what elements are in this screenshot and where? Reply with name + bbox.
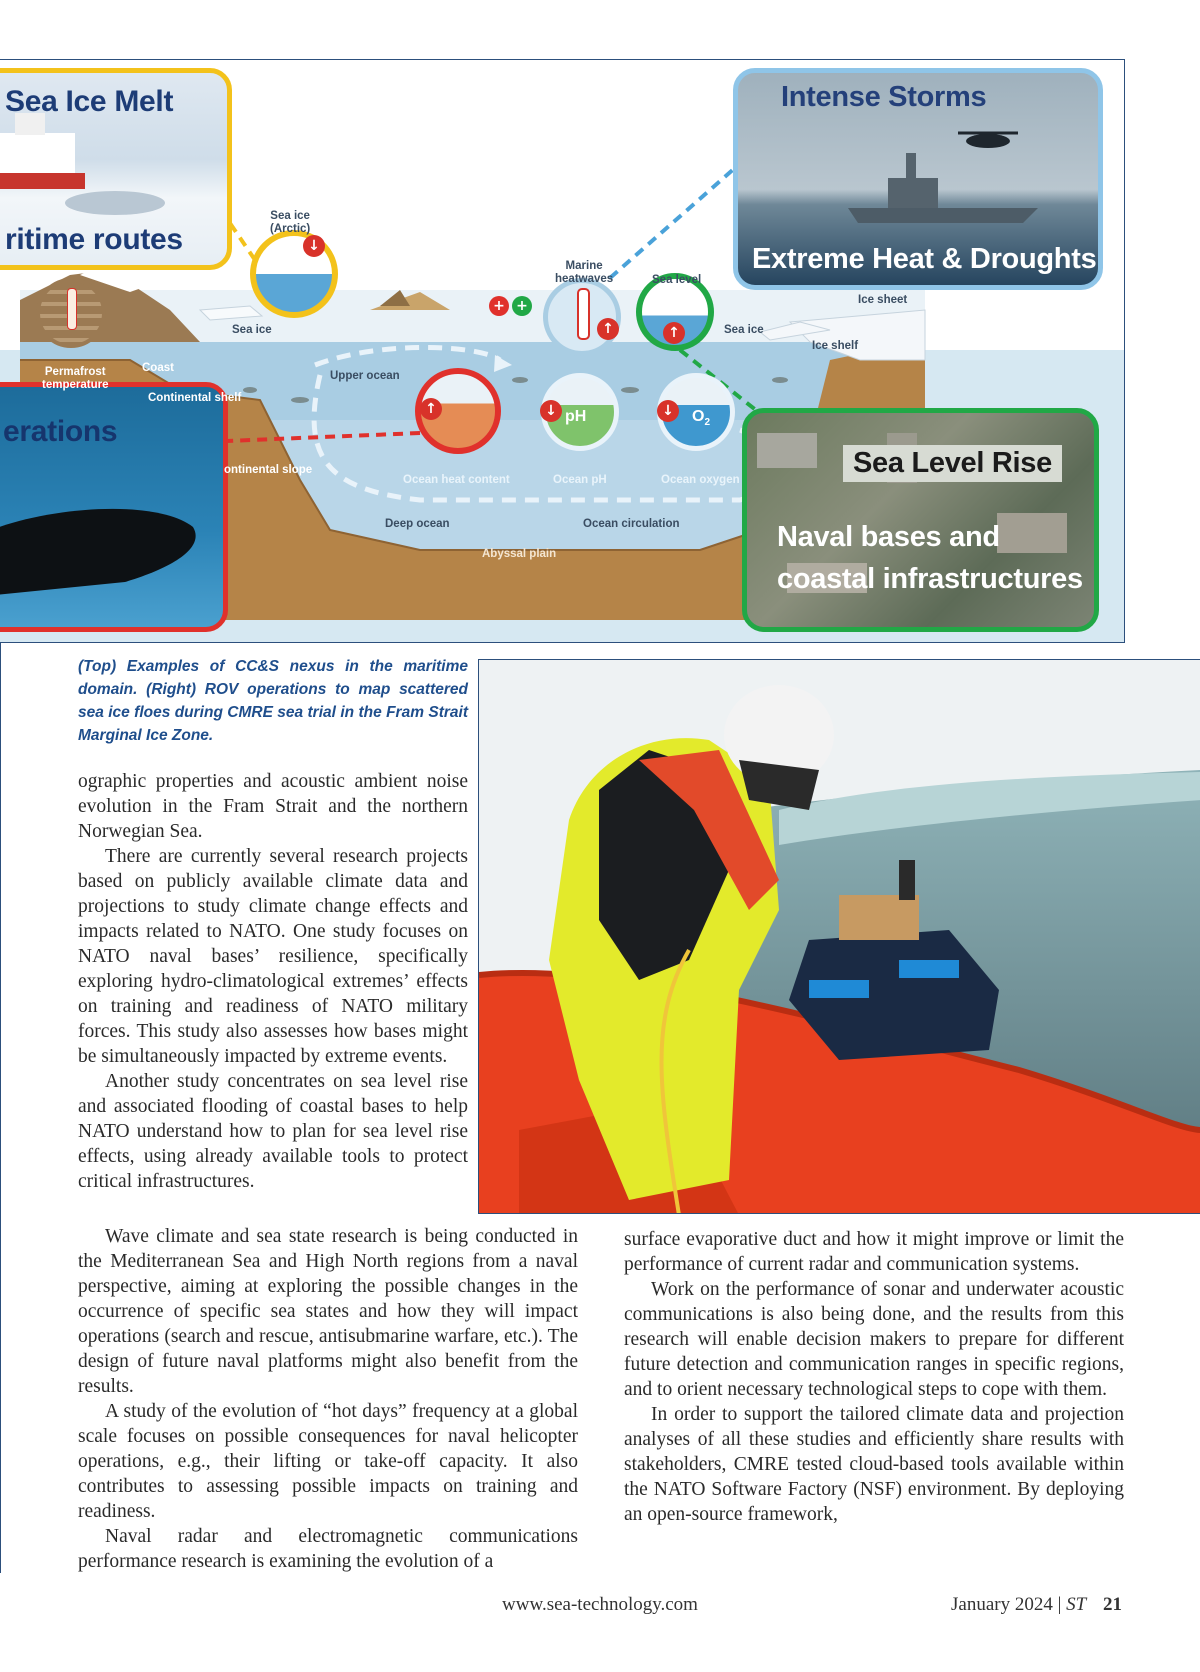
label-ocean-ph: Ocean pH <box>553 474 607 486</box>
arrow-down-icon: ↓ <box>303 235 325 257</box>
plus-badge-green: + <box>512 296 532 316</box>
label-ocean-circulation: Ocean circulation <box>583 518 680 530</box>
paragraph: surface evaporative duct and how it might improve or limit the performance of current radar and communication systems. <box>624 1229 1124 1275</box>
label-upper-ocean: Upper ocean <box>330 370 400 382</box>
arrow-down-icon: ↓ <box>657 400 679 422</box>
paragraph: ographic properties and acoustic ambient noise evolution in the Fram Strait and the northern Norwegian Sea. <box>78 771 468 842</box>
rov-operations-photo <box>478 659 1200 1214</box>
arrow-up-icon: ↑ <box>663 322 685 344</box>
o2-symbol: $O_2$ <box>692 408 711 429</box>
arrow-down-icon: ↓ <box>540 400 562 422</box>
label-continental-shelf: Continental shelf <box>148 392 242 404</box>
thermometer-icon <box>67 288 77 330</box>
ph-symbol: pH <box>565 408 587 425</box>
panel-subtitle-naval-bases: Naval bases and <box>777 521 1000 553</box>
label-sea-ice-left: Sea ice <box>232 324 272 336</box>
paragraph: Work on the performance of sonar and underwater acoustic communications is also being done, and the results from this research will enable decision makers to prepare for different future detection and communication ranges in specific regions, and to orient necessary technological steps to cope with them. <box>624 1279 1124 1400</box>
footer-website: www.sea-technology.com <box>502 1594 698 1615</box>
label-ice-sheet: Ice sheet <box>858 294 908 306</box>
panel-subtitle-extreme-heat: Extreme Heat & Droughts <box>752 243 1097 275</box>
figure-caption: (Top) Examples of CC&S nexus in the maritime domain. (Right) ROV operations to map scattered sea ice floes during CMRE sea trial in the Fram Strait Marginal Ice Zone. <box>78 658 468 744</box>
label-ocean-oxygen: Ocean oxygen <box>661 474 740 486</box>
paragraph: Naval radar and electromagnetic communications performance research is examining the evolution of a <box>78 1526 578 1572</box>
paragraph: Wave climate and sea state research is being conducted in the Mediterranean Sea and High North regions from a naval perspective, aiming at exploring the possible changes in the occurrence of specific sea states and how they will impact operations (search and rescue, antisubmarine warfare, etc.). The design of future naval platforms might also benefit from the results. <box>78 1226 578 1397</box>
body-column-left-upper <box>78 769 468 1194</box>
arrow-up-icon: ↑ <box>420 398 442 420</box>
label-ocean-heat-content: Ocean heat content <box>403 474 510 486</box>
paragraph: A study of the evolution of “hot days” frequency at a global scale focuses on possible consequences for naval helicopter operations, e.g., their lifting or take-off capacity. It also contributes to assessing possible impacts on training and readiness. <box>78 1401 578 1522</box>
label-abyssal-plain: Abyssal plain <box>482 548 557 560</box>
footer-issue-info <box>951 1594 1122 1616</box>
page-number: 21 <box>1103 1594 1122 1615</box>
paragraph: Another study concentrates on sea level rise and associated flooding of coastal bases to help NATO understand how to plan for sea level rise effects, using already available tools to protect critical infrastructures. <box>78 1071 468 1192</box>
body-column-right <box>624 1227 1124 1527</box>
label-deep-ocean: Deep ocean <box>385 518 450 530</box>
panel-sea-level-rise <box>742 408 1099 632</box>
label-ice-shelf: Ice shelf <box>812 340 859 352</box>
panel-title-sea-level-rise: Sea Level Rise <box>843 445 1062 482</box>
label-sea-ice-arctic: Sea ice (Arctic) <box>270 210 311 235</box>
label-permafrost: Permafrost temperature <box>42 366 109 391</box>
panel-title-intense-storms: Intense Storms <box>781 81 987 113</box>
label-sea-level: Sea level <box>652 274 702 286</box>
plus-badge-red: + <box>489 296 509 316</box>
panel-title-operations: erations <box>3 415 118 448</box>
label-continental-slope: ontinental slope <box>224 464 313 476</box>
panel-subtitle-coastal-infrastructures: coastal infrastructures <box>777 563 1083 595</box>
footer-date: January 2024 | <box>951 1594 1062 1615</box>
climate-security-infographic <box>0 59 1125 643</box>
body-column-left-lower <box>78 1224 578 1574</box>
thermometer-icon <box>577 288 590 340</box>
panel-subtitle-maritime-routes: ritime routes <box>5 223 183 256</box>
rov-photo-illustration <box>479 660 1200 1214</box>
panel-operations <box>0 382 228 632</box>
panel-intense-storms <box>733 68 1103 290</box>
label-marine-heatwaves: Marine heatwaves <box>555 260 614 285</box>
panel-title-sea-ice-melt: Sea Ice Melt <box>5 85 174 118</box>
column-rule <box>0 643 1 1573</box>
paragraph: In order to support the tailored climate data and projection analyses of all these studies and efficiently share results with stakeholders, CMRE tested cloud-based tools available within the NATO Software Factory (NSF) environment. By deploying an open-source framework, <box>624 1404 1124 1525</box>
arrow-up-icon: ↑ <box>597 318 619 340</box>
footer-magazine: ST <box>1066 1594 1087 1615</box>
paragraph: There are currently several research projects based on publicly available climate data and projections to study climate change effects and impacts related to NATO. One study focuses on NATO naval bases’ resilience, specifically exploring hydro-climatological extremes’ effects on training and readiness of NATO military forces. This study also assesses how bases might be simultaneously impacted by extreme events. <box>78 846 468 1067</box>
panel-sea-ice-melt <box>0 68 232 270</box>
label-sea-ice-right: Sea ice <box>724 324 764 336</box>
label-coast: Coast <box>142 362 174 374</box>
